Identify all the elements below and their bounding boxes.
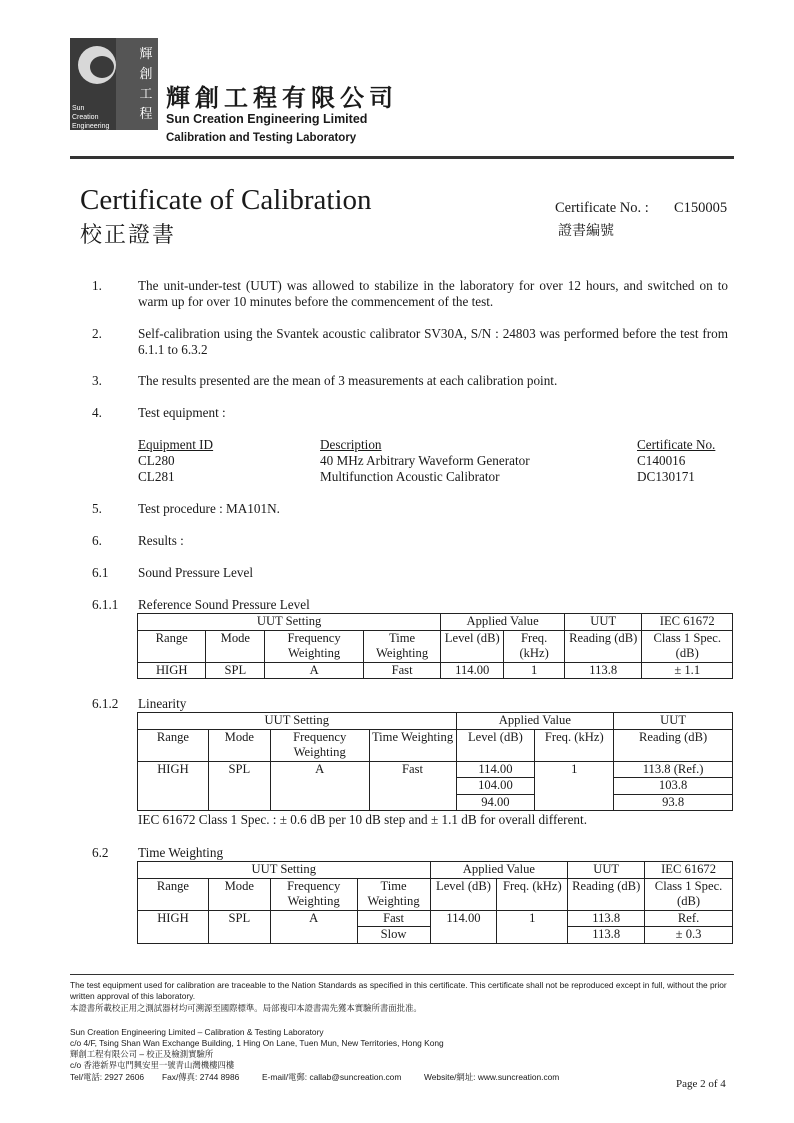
table-row: HIGH SPL A Fast 114.00 1 113.8 Ref. <box>138 910 733 927</box>
page-number: Page 2 of 4 <box>676 1078 726 1090</box>
footer-address-cn: c/o 香港新界屯門興安里一號青山灣機樓四樓 <box>70 1060 235 1070</box>
equipment-id: CL280 <box>138 453 175 468</box>
table-row: HIGH SPL A Fast 114.00 1 113.8 (Ref.) <box>138 761 733 778</box>
linearity-table: UUT Setting Applied Value UUT Range Mode Frequency Weighting Time Weighting Level (dB) Freq. (kHz) Reading (dB) HIGH SPL A Fast 114.00 1 113.8 (Ref.) 104.00 103.8 94.00 93.8 <box>137 712 733 811</box>
table-row: HIGH SPL A Fast 114.00 1 113.8 ± 1.1 <box>138 662 733 679</box>
item-number: 6. <box>92 533 102 548</box>
equipment-cert: C140016 <box>637 453 686 468</box>
footer-disclaimer-cn: 本證書所載校正用之測試器材均可溯源至國際標準。局部複印本證書需先獲本實驗所書面批准。 <box>70 1003 422 1013</box>
table-header-row: Range Mode Frequency Weighting Time Weighting Level (dB) Freq. (kHz) Reading (dB) Class 1 Spec. (dB) <box>138 878 733 910</box>
item-text: Test procedure : MA101N. <box>138 501 280 516</box>
table-row: 94.00 93.8 <box>138 794 733 811</box>
linearity-spec-note: IEC 61672 Class 1 Spec. : ± 0.6 dB per 10 dB step and ± 1.1 dB for overall different. <box>138 812 587 827</box>
section-title: Time Weighting <box>138 845 224 860</box>
equipment-header-description: Description <box>320 437 382 452</box>
item-text: Results : <box>138 533 184 548</box>
footer-divider <box>70 974 734 975</box>
footer-tel: Tel/電話: 2927 2606 <box>70 1072 145 1082</box>
table-header-row: Range Mode Frequency Weighting Time Weighting Level (dB) Freq. (kHz) Reading (dB) Class 1 Spec. (dB) <box>138 630 733 662</box>
footer-address: c/o 4/F, Tsing Shan Wan Exchange Building, 1 Hing On Lane, Tuen Mun, New Territories, Hong Kong <box>70 1038 444 1048</box>
company-name-en: Sun Creation Engineering Limited <box>166 112 368 126</box>
item-number: 3. <box>92 373 102 388</box>
reference-spl-table: UUT Setting Applied Value UUT IEC 61672 Range Mode Frequency Weighting Time Weighting Level (dB) Freq. (kHz) Reading (dB) Class 1 Spec. (dB) HIGH SPL A Fast 114.00 1 113.8 ± 1.1 <box>137 613 733 679</box>
section-number: 6.2 <box>92 845 109 860</box>
company-logo: Sun Creation Engineering <box>70 38 116 130</box>
lab-name: Calibration and Testing Laboratory <box>166 132 357 144</box>
footer-disclaimer: The test equipment used for calibration are traceable to the Nation Standards as specified in this certificate. This certificate shall not be reproduced except in full, without the prior <box>70 980 727 990</box>
footer-company-cn: 輝創工程有限公司 – 校正及檢測實驗所 <box>70 1049 214 1059</box>
certificate-no-label: Certificate No. : <box>555 200 649 216</box>
footer-company: Sun Creation Engineering Limited – Calibration & Testing Laboratory <box>70 1027 324 1037</box>
page-title-cn: 校正證書 <box>80 222 177 247</box>
footer-website: Website/網址: www.suncreation.com <box>424 1072 560 1082</box>
item-text: The results presented are the mean of 3 measurements at each calibration point. <box>138 373 558 388</box>
table-row: 104.00 103.8 <box>138 778 733 795</box>
header-divider <box>70 156 734 159</box>
footer-fax: Fax/傳真: 2744 8986 <box>162 1072 240 1082</box>
item-text: The unit-under-test (UUT) was allowed to stabilize in the laboratory for over 12 hours, and switched on to warm up for over 10 minutes before the commencement of the test. <box>138 278 728 309</box>
equipment-header-id: Equipment ID <box>138 437 214 452</box>
section-number: 6.1.2 <box>92 696 119 711</box>
equipment-cert: DC130171 <box>637 469 695 484</box>
page-title: Certificate of Calibration <box>80 184 372 216</box>
item-text: Test equipment : <box>138 405 226 420</box>
time-weighting-table: UUT Setting Applied Value UUT IEC 61672 Range Mode Frequency Weighting Time Weighting Level (dB) Freq. (kHz) Reading (dB) Class 1 Spec. (dB) HIGH SPL A Fast 114.00 1 113.8 Ref. Slow 113.8 ± 0.3 <box>137 861 733 944</box>
certificate-no: C150005 <box>674 200 728 216</box>
item-text: Self-calibration using the Svantek acoustic calibrator SV30A, S/N : 24803 was performed before the test from 6.1.1 to 6.3.2 <box>138 326 728 357</box>
equipment-header-cert: Certificate No. <box>637 437 716 452</box>
item-number: 2. <box>92 326 102 341</box>
company-name-cn: 輝創工程有限公司 <box>166 86 398 112</box>
item-number: 1. <box>92 278 102 293</box>
item-number: 4. <box>92 405 102 420</box>
section-title: Reference Sound Pressure Level <box>138 597 310 612</box>
footer-disclaimer-2: written approval of this laboratory. <box>70 991 196 1001</box>
table-row: Slow 113.8 ± 0.3 <box>138 927 733 944</box>
logo-vertical-text: 輝 創 工 程 <box>116 38 158 130</box>
section-number: 6.1.1 <box>92 597 119 612</box>
equipment-description: Multifunction Acoustic Calibrator <box>320 469 500 484</box>
item-number: 5. <box>92 501 102 516</box>
section-title: Linearity <box>138 696 187 711</box>
table-header-row: Range Mode Frequency Weighting Time Weighting Level (dB) Freq. (kHz) Reading (dB) <box>138 729 733 761</box>
item-number: 6.1 <box>92 565 109 580</box>
equipment-id: CL281 <box>138 469 175 484</box>
certificate-no-label-cn: 證書編號 <box>558 224 614 239</box>
equipment-description: 40 MHz Arbitrary Waveform Generator <box>320 453 530 468</box>
footer-email: E-mail/電郵: callab@suncreation.com <box>262 1072 402 1082</box>
item-text: Sound Pressure Level <box>138 565 254 580</box>
